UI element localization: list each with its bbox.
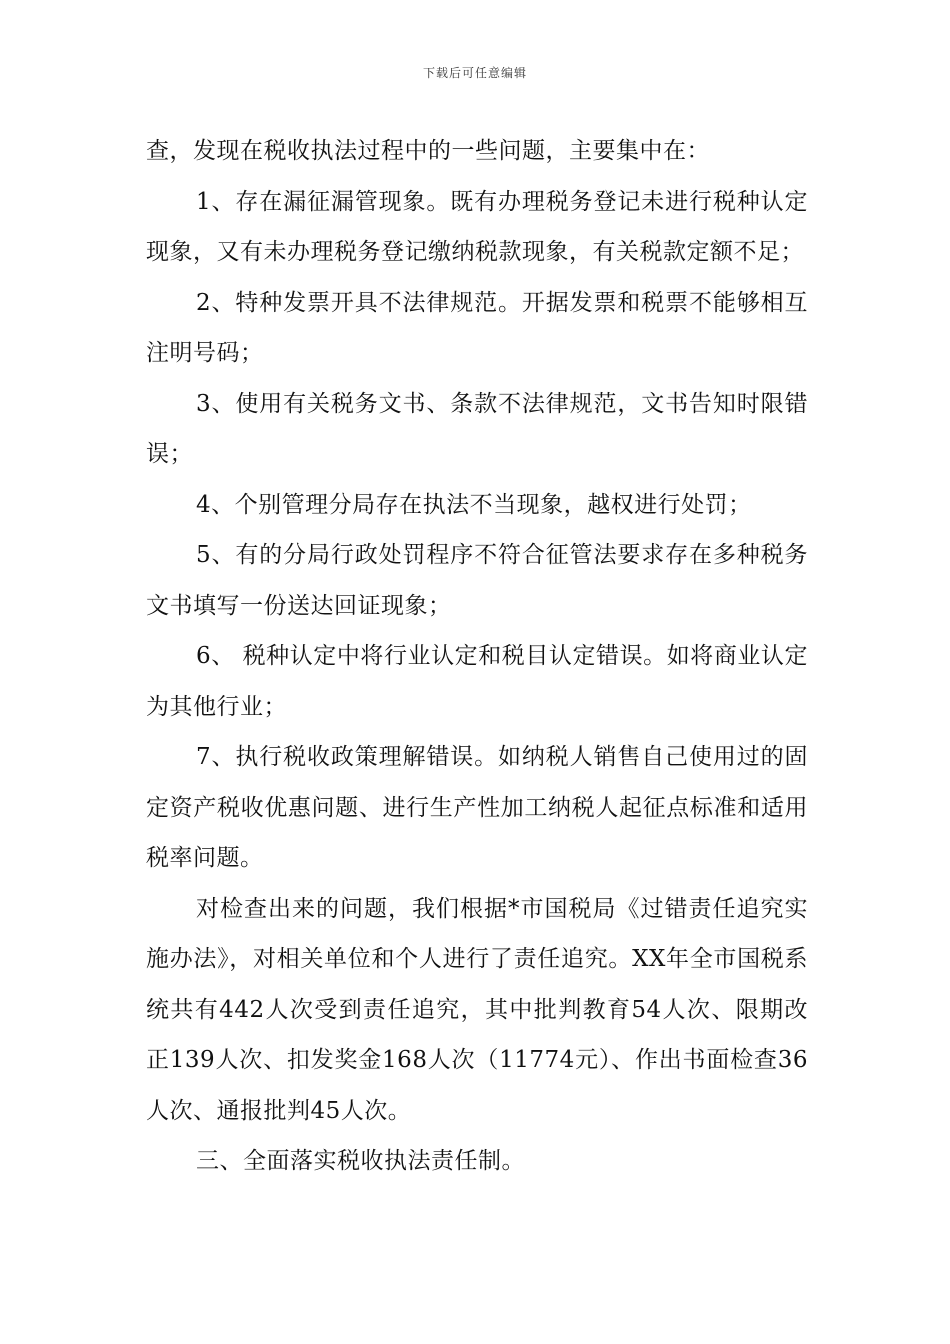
paragraph-item-5: 5、有的分局行政处罚程序不符合征管法要求存在多种税务文书填写一份送达回证现象； [146, 542, 808, 619]
section-heading-3: 三、全面落实税收执法责任制。 [196, 1148, 525, 1174]
paragraph-continuation: 查，发现在税收执法过程中的一些问题，主要集中在： [146, 138, 710, 164]
paragraph-item-2: 2、特种发票开具不法律规范。开据发票和税票不能够相互注明号码； [146, 289, 808, 366]
paragraph-item-4: 4、个别管理分局存在执法不当现象，越权进行处罚； [196, 491, 752, 518]
paragraph-accountability: 对检查出来的问题，我们根据*市国税局《过错责任追究实施办法》，对相关单位和个人进行了责任追究。XX年全市国税系统共有442人次受到责任追究，其中批判教育54人次、限期改正139人次、扣发奖金168人次（11774元）、作出书面检查36人次、通报批判45人次。 [146, 895, 808, 1124]
page-header: 下载后可任意编辑 [422, 66, 527, 80]
paragraph-item-1: 1、存在漏征漏管现象。既有办理税务登记未进行税种认定现象，又有未办理税务登记缴纳税款现象，有关税款定额不足； [146, 188, 808, 265]
paragraph-item-7: 7、执行税收政策理解错误。如纳税人销售自己使用过的固定资产税收优惠问题、进行生产性加工纳税人起征点标准和适用税率问题。 [146, 744, 808, 871]
document-body [146, 126, 808, 1187]
paragraph-item-6: 6、 税种认定中将行业认定和税目认定错误。如将商业认定为其他行业； [146, 643, 808, 720]
paragraph-item-3: 3、使用有关税务文书、条款不法律规范，文书告知时限错误； [146, 390, 808, 467]
